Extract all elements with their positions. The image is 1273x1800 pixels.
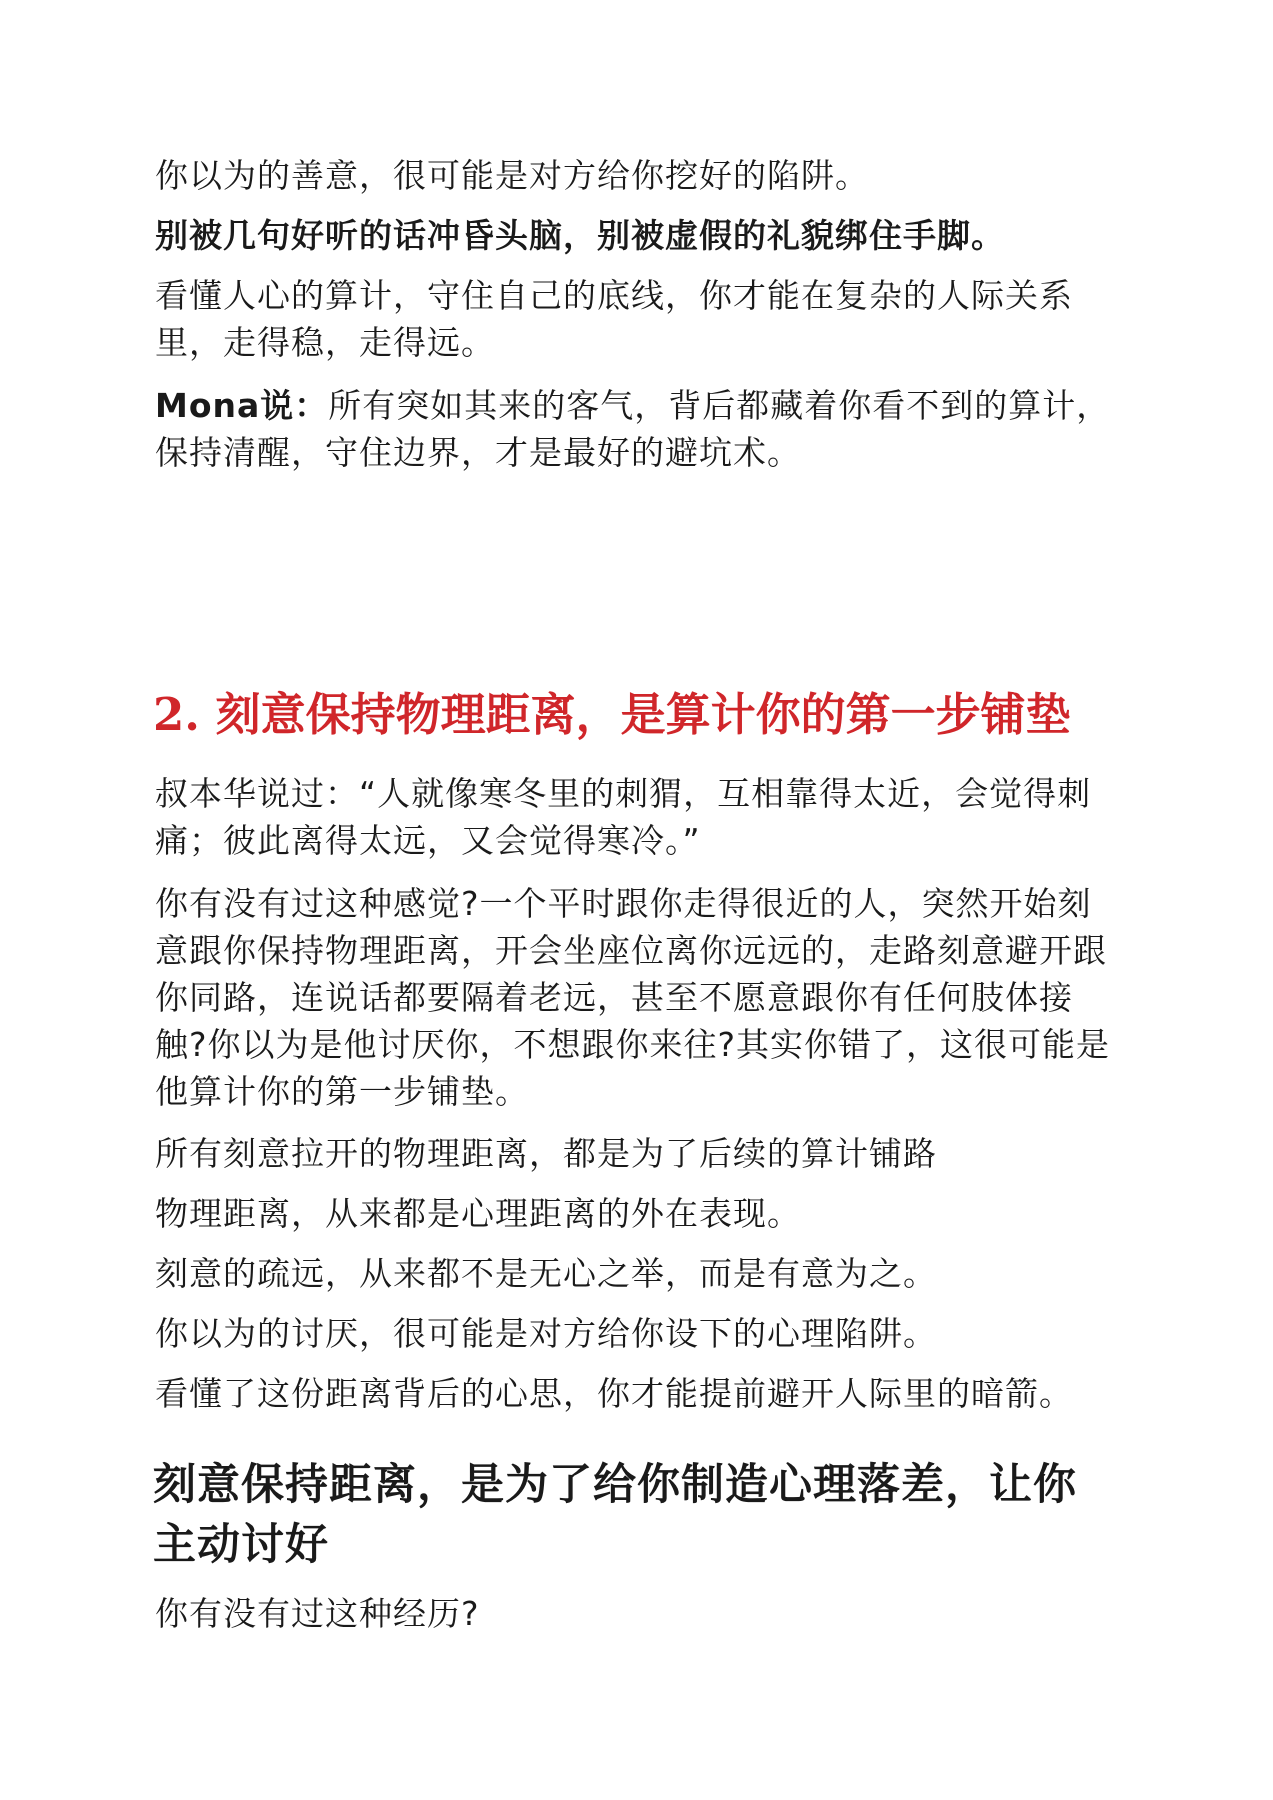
paragraph-see-through: 看懂人心的算计，守住自己的底线，你才能在复杂的人际关系里，走得稳，走得远。 — [155, 276, 1073, 362]
sub-heading-psych-gap: 刻意保持距离，是为了给你制造心理落差，让你主动讨好 — [153, 1460, 1077, 1570]
section-heading-2: 2. 刻意保持物理距离，是算计你的第一步铺垫 — [153, 688, 1071, 741]
mona-text: 所有突如其来的客气，背后都藏着你看不到的算计，保持清醒，守住边界，才是最好的避坑术。 — [155, 386, 1111, 472]
paragraph-avoid-arrows: 看懂了这份距离背后的心思，你才能提前避开人际里的暗箭。 — [155, 1374, 1073, 1413]
paragraph-feeling: 你有没有过这种感觉?一个平时跟你走得很近的人，突然开始刻意跟你保持物理距离，开会坐座位离你远远的，走路刻意避开跟你同路，连说话都要隔着老远，甚至不愿意跟你有任何肢体接触?你以为是他讨厌你，不想跟你来往?其实你错了，这很可能是他算计你的第一步铺垫。 — [155, 884, 1111, 1111]
mona-label: Mona说： — [155, 386, 329, 425]
paragraph-distance-paving: 所有刻意拉开的物理距离，都是为了后续的算计铺路 — [155, 1134, 937, 1173]
paragraph-experience: 你有没有过这种经历? — [155, 1594, 480, 1633]
mona-says-paragraph — [155, 382, 1115, 476]
paragraph-physical-distance: 物理距离，从来都是心理距离的外在表现。 — [155, 1194, 801, 1233]
paragraph-psych-trap: 你以为的讨厌，很可能是对方给你设下的心理陷阱。 — [155, 1314, 937, 1353]
paragraph-deliberate-distance: 刻意的疏远，从来都不是无心之举，而是有意为之。 — [155, 1254, 937, 1293]
paragraph-kindness-trap: 你以为的善意，很可能是对方给你挖好的陷阱。 — [155, 156, 869, 195]
paragraph-bold-warning: 别被几句好听的话冲昏头脑，别被虚假的礼貌绑住手脚。 — [155, 216, 1005, 255]
schopenhauer-quote: 叔本华说过：“人就像寒冬里的刺猬，互相靠得太近，会觉得刺痛；彼此离得太远，又会觉得寒冷。” — [155, 774, 1092, 860]
